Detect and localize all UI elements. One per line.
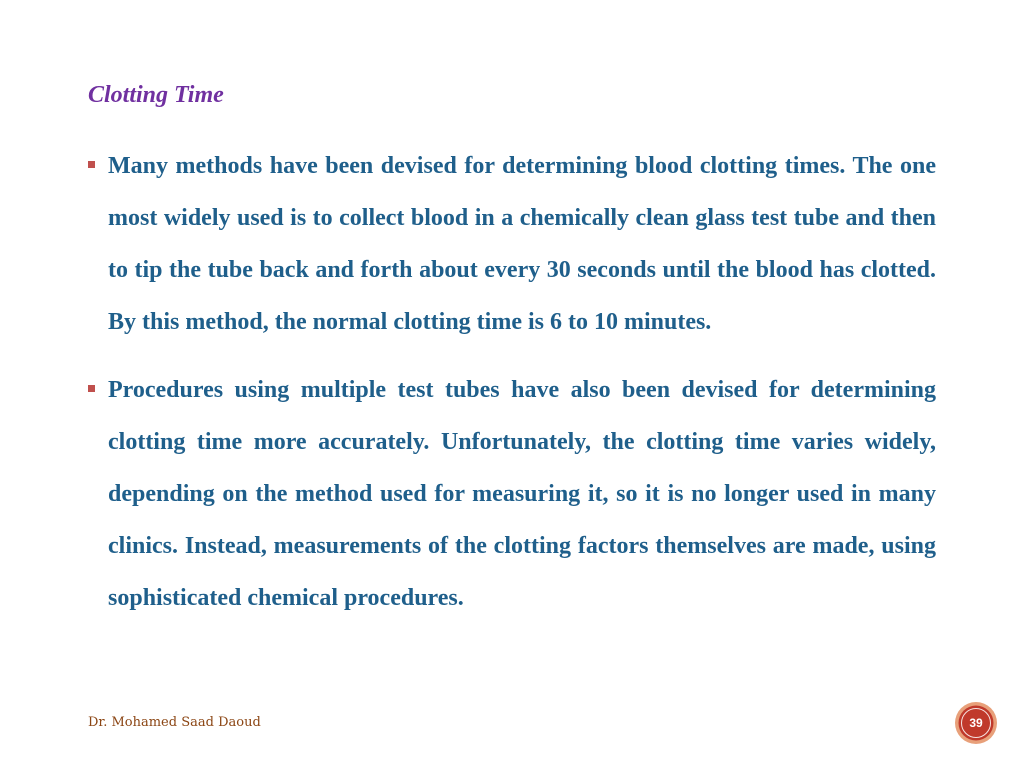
page-number: 39	[969, 716, 983, 730]
square-bullet-icon	[88, 161, 95, 168]
footer-author: Dr. Mohamed Saad Daoud	[88, 715, 261, 730]
bullet-list	[88, 140, 936, 624]
slide-title: Clotting Time	[88, 82, 224, 108]
bullet-item	[88, 140, 936, 348]
bullet-text: Many methods have been devised for determining blood clotting times. The one most widely used is to collect blood in a chemically clean glass test tube and then to tip the tube back and forth about every 30 seconds until the blood has clotted. By this method, the normal clotting time is 6 to 10 minutes.	[108, 153, 936, 335]
square-bullet-icon	[88, 385, 95, 392]
bullet-item	[88, 364, 936, 624]
bullet-text: Procedures using multiple test tubes have also been devised for determining clotting time more accurately. Unfortunately, the clotting time varies widely, depending on the method used for measuring it, so it is no longer used in many clinics. Instead, measurements of the clotting factors themselves are made, using sophisticated chemical procedures.	[108, 377, 936, 611]
page-number-badge	[954, 701, 998, 745]
